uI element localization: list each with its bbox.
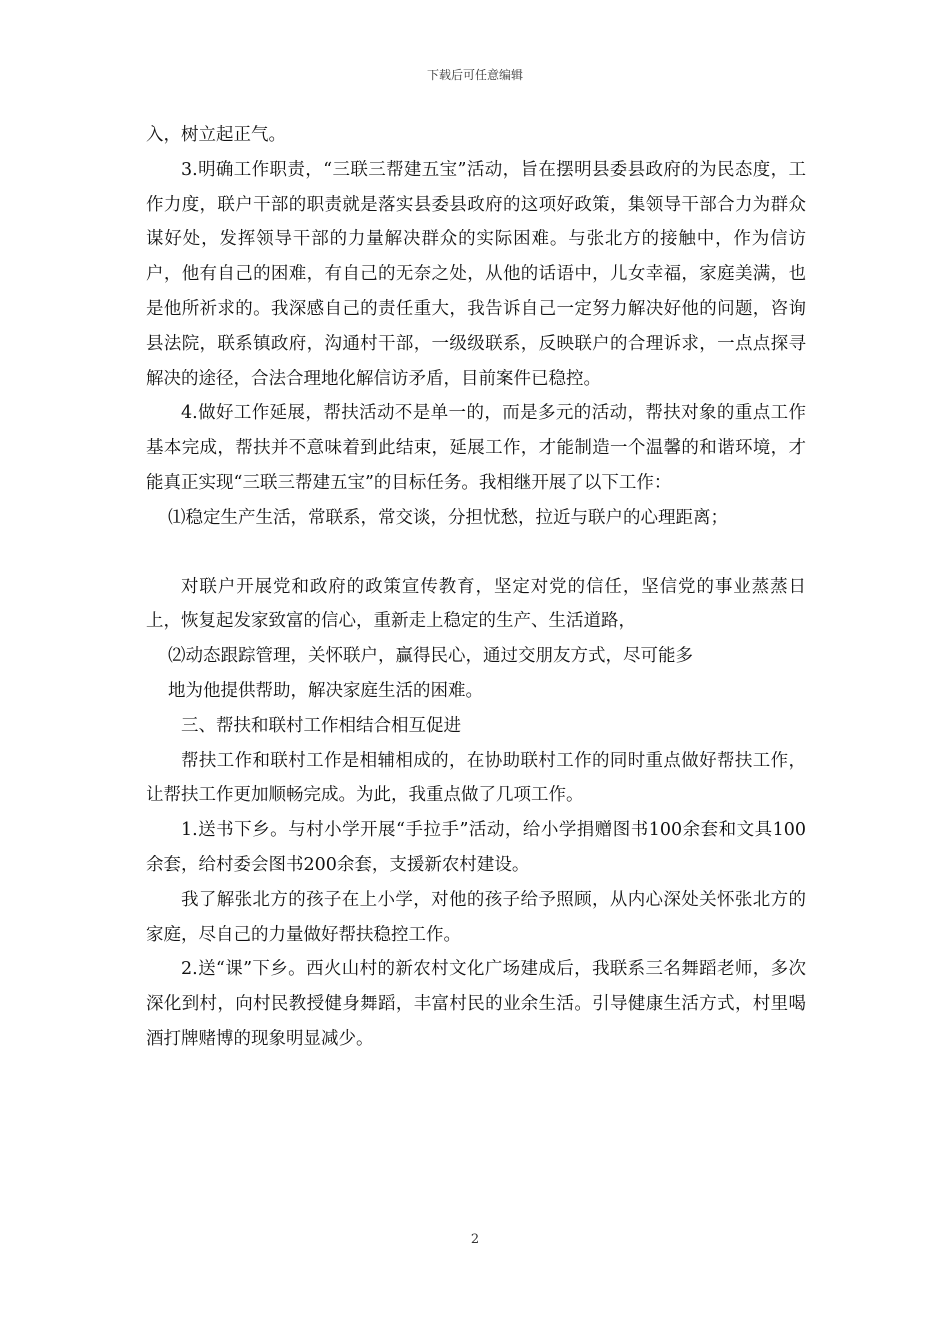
paragraph-gap [146,536,806,570]
paragraph-subitem-2-continued: 地为他提供帮助，解决家庭生活的困难。 [168,680,483,701]
paragraph-policy-education: 对联户开展党和政府的政策宣传教育，坚定对党的信任，坚信党的事业蒸蒸日上，恢复起发家致富的信心，重新走上稳定的生产、生活道路， [146,576,806,632]
page-number: 2 [470,1232,480,1247]
paragraph-subitem-2: ⑵动态跟踪管理，关怀联户，赢得民心，通过交朋友方式，尽可能多 [168,646,693,667]
paragraph-classes: 2.送“课”下乡。西火山村的新农村文化广场建成后，我联系三名舞蹈老师，多次深化到村，向村民教授健身舞蹈，丰富村民的业余生活。引导健康生活方式，村里喝酒打牌赌博的现象明显减少。 [146,959,806,1049]
paragraph-care-child: 我了解张北方的孩子在上小学，对他的孩子给予照顾，从内心深处关怀张北方的家庭，尽自己的力量做好帮扶稳控工作。 [146,889,806,945]
paragraph-subitem-1: ⑴稳定生产生活，常联系，常交谈，分担忧愁，拉近与联户的心理距离； [168,507,728,528]
paragraph-books: 1.送书下乡。与村小学开展“手拉手”活动，给小学捐赠图书100余套和文具100余套，给村委会图书200余套，支援新农村建设。 [146,820,806,875]
page-header: 下载后可任意编辑 [426,68,523,82]
paragraph-item-3: 3.明确工作职责，“三联三帮建五宝”活动，旨在摆明县委县政府的为民态度，工作力度，联户干部的职责就是落实县委县政府的这项好政策，集领导干部合力为群众谋好处，发挥领导干部的力量解决群众的实际困难。与张北方的接触中，作为信访户，他有自己的困难，有自己的无奈之处，从他的话语中，儿女幸福，家庭美满，也是他所祈求的。我深感自己的责任重大，我告诉自己一定努力解决好他的问题，咨询县法院，联系镇政府，沟通村干部，一级级联系，反映联户的合理诉求，一点点探寻解决的途径，合法合理地化解信访矛盾，目前案件已稳控。 [146,159,806,389]
paragraph-section-intro: 帮扶工作和联村工作是相辅相成的，在协助联村工作的同时重点做好帮扶工作，让帮扶工作更加顺畅完成。为此，我重点做了几项工作。 [146,750,806,806]
paragraph-continuation: 入，树立起正气。 [146,125,286,145]
paragraph-item-4: 4.做好工作延展，帮扶活动不是单一的，而是多元的活动，帮扶对象的重点工作基本完成，帮扶并不意味着到此结束，延展工作，才能制造一个温馨的和谐环境，才能真正实现“三联三帮建五宝”的目标任务。我相继开展了以下工作： [146,403,806,493]
section-heading-3: 三、帮扶和联村工作相结合相互促进 [181,715,461,736]
document-body [146,118,806,1057]
